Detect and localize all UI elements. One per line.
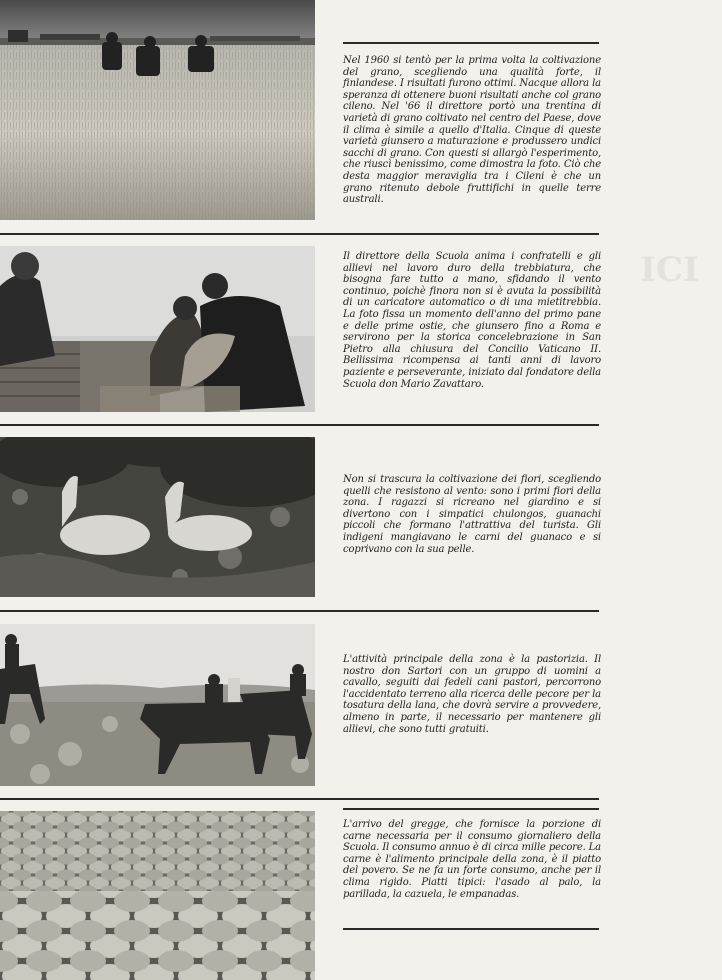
section-divider — [343, 808, 599, 810]
caption-horsemen: L'attività principale della zona è la pastorizia. Il nostro don Sartori con un gruppo di uomini a cavallo, seguiti dai fedeli cani pastori, percorrono l'accidentato terreno alla ricerca delle pecore per la tosatura della lana, che dovrà servire a provvedere, almeno in parte, il necessario per mantenere gli allievi, che sono tutti gratuiti. — [343, 654, 601, 735]
wheat-field-photo — [0, 0, 315, 220]
sheep-flock-photo — [0, 811, 315, 980]
section-divider — [0, 424, 599, 426]
threshing-photo — [0, 246, 315, 412]
section-divider — [0, 798, 599, 800]
horsemen-photo — [0, 624, 315, 786]
guanaco-photo — [0, 437, 315, 597]
section-divider — [343, 928, 599, 930]
caption-sheep: L'arrivo del gregge, che fornisce la porzione di carne necessaria per il consumo giornaliero della Scuola. Il consumo annuo è di circa mille pecore. La carne è l'alimento principale della zona, è il piatto del povero. Se ne fa un forte consumo, anche per il clima rigido. Piatti tipici: l'asado al palo, la parillada, la cazuela, le empanadas. — [343, 819, 601, 900]
section-divider — [0, 233, 599, 235]
section-divider — [343, 42, 599, 44]
caption-wheat: Nel 1960 si tentò per la prima volta la coltivazione del grano, scegliendo una qualità forte, il finlandese. I risultati furono ottimi. Nacque allora la speranza di ottenere buoni risultati anche col grano cileno. Nel '66 il direttore portò una trentina di varietà di grano coltivato nel centro del Paese, dove il clima è simile a quello d'Italia. Cinque di queste varietà giunsero a maturazione e produssero undici sacchi di grano. Con questi si allargò l'esperimento, che riuscì benissimo, come dimostra la foto. Ciò che desta maggior meraviglia tra i Cileni è che un grano ritenuto debole fruttifichi in quelle terre australi. — [343, 55, 601, 206]
bleed-through-mark: ICI — [640, 250, 699, 290]
caption-threshing: Il direttore della Scuola anima i confratelli e gli allievi nel lavoro duro della trebbiatura, che bisogna fare tutto a mano, sfidando il vento continuo, poichè finora non si è avuta la possibilità di un caricatore automatico o di una mietitrebbia. La foto fissa un momento dell'anno del primo pane e delle prime ostie, che giunsero fino a Roma e servirono per la storica concelebrazione in San Pietro alla chiusura del Concilio Vaticano II. Bellissima ricompensa ai tanti anni di lavoro paziente e perseverante, iniziato dal fondatore della Scuola don Mario Zavattaro. — [343, 251, 601, 390]
section-divider — [0, 610, 599, 612]
caption-guanaco: Non si trascura la coltivazione dei fiori, scegliendo quelli che resistono al vento: sono i primi fiori della zona. I ragazzi si ricreano nel giardino e si divertono con i simpatici chulongos, guanachi piccoli che formano l'attrattiva del turista. Gli indigeni mangiavano le carni del guanaco e si coprivano con la sua pelle. — [343, 474, 601, 555]
